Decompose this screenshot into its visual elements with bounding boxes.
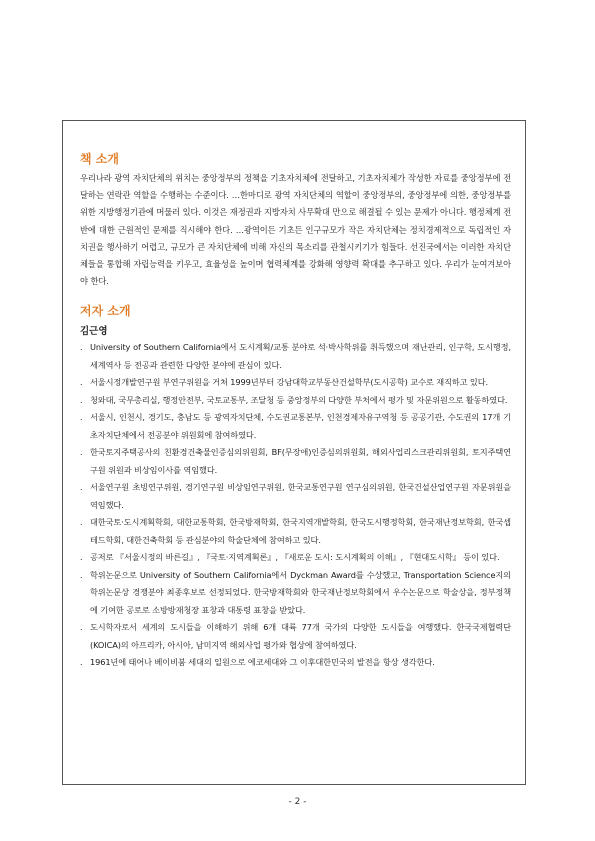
bio-bullet: . — [80, 569, 83, 580]
bio-item — [80, 567, 511, 620]
bio-item — [80, 549, 511, 567]
page-number: - 2 - — [288, 797, 307, 807]
bio-item — [80, 479, 511, 514]
bio-text: 서울시정개발연구원 부연구위원을 거쳐 1999년부터 강남대학교부동산건설학부(도시공학) 교수로 재직하고 있다. — [90, 377, 489, 388]
book-intro-heading: 책 소개 — [80, 152, 119, 166]
bio-text: 1961년에 태어나 베이비붐 세대의 일원으로 에코세대와 그 이후대한민국의 발전을 항상 생각한다. — [90, 657, 435, 668]
author-intro-heading: 저자 소개 — [80, 304, 131, 319]
author-name: 김근영 — [80, 326, 108, 338]
bio-item — [80, 654, 511, 672]
bio-text: 도시학자로서 세계의 도시들을 이해하기 위해 6개 대륙 77개 국가의 다양한 도시들을 여행했다. 한국국제협력단(KOICA)의 아프리카, 아시아, 남미지역 해외사업 평가와 협상에 참여하였다. — [90, 622, 511, 650]
bio-text: 한국토지주택공사의 친환경건축물인증심의위원회, BF(무장애)인증심의위원회, 해외사업리스크관리위원회, 토지주택연구원 위원과 비상임이사를 역임했다. — [90, 447, 511, 475]
bio-bullet: . — [80, 622, 83, 633]
bio-item — [80, 409, 511, 444]
bio-text: 대한국토·도시계획학회, 대한교통학회, 한국방재학회, 한국지역개발학회, 한국도시행정학회, 한국재난정보학회, 한국셉테드학회, 대한건축학회 등 관심분야의 학술단체에 참여하고 있다. — [90, 517, 511, 545]
bio-text: 서울시, 인천시, 경기도, 충남도 등 광역자치단체, 수도권교통본부, 인천경제자유구역청 등 공공기관, 수도권의 17개 기초자치단체에서 전공분야 위원회에 참여하였다. — [90, 412, 511, 440]
bio-item — [80, 374, 511, 392]
bio-bullet: . — [80, 552, 83, 563]
bio-item — [80, 392, 511, 410]
bio-text: 공저로 『서울시정의 바른길』, 『국토·지역계획론』, 『새로운 도시: 도시계획의 이해』, 『현대도시학』 등이 있다. — [90, 552, 500, 563]
bio-bullet: . — [80, 377, 83, 388]
bio-item — [80, 444, 511, 479]
bio-bullet: . — [80, 657, 83, 668]
author-bio-list — [80, 339, 511, 672]
bio-bullet: . — [80, 412, 83, 423]
bio-item — [80, 339, 511, 374]
content-body — [80, 150, 511, 672]
bio-bullet: . — [80, 342, 83, 353]
bio-item — [80, 514, 511, 549]
bio-text: 서울연구원 초빙연구위원, 경기연구원 비상임연구위원, 한국교통연구원 연구심의위원, 한국건설산업연구원 자문위원을 역임했다. — [90, 482, 511, 510]
bio-text: 학위논문으로 University of Southern California에서 Dyckman Award를 수상했고, Transportation Science지의 학위논문상 경쟁분야 최종후보로 선정되었다. 한국방재학회와 한국재난정보학회에서 우수논문으로 학술상을, 정부정책에 기여한 공로로 소방방재청장 표창과 대통령 표창을 받았다. — [90, 569, 511, 615]
bio-bullet: . — [80, 482, 83, 493]
bio-bullet: . — [80, 517, 83, 528]
bio-item — [80, 619, 511, 654]
bio-bullet: . — [80, 394, 83, 405]
bio-text: University of Southern California에서 도시계획/교통 분야로 석·박사학위를 취득했으며 재난관리, 인구학, 도시행정, 세계역사 등 전공과 관련한 다양한 분야에 관심이 있다. — [90, 342, 511, 370]
bio-bullet: . — [80, 447, 83, 458]
content-frame — [62, 120, 526, 785]
book-intro-text: 우리나라 광역 자치단체의 위치는 중앙정부의 정책을 기초자치체에 전달하고, 기초자치체가 작성한 자료를 중앙정부에 전달하는 연락관 역할을 수행하는 수준이다. …한마디로 광역 자치단체의 역할이 중앙정부의, 중앙정부에 의한, 중앙정부를 위한 지방행정기관에 머물러 있다. 이것은 재정권과 지방자치 사무확대 만으로 해결될 수 있는 문제가 아니다. 행정체계 전반에 대한 근원적인 문제를 직시해야 한다. …광역이든 기초든 인구규모가 작은 자치단체는 정치경제적으로 독립적인 자치권을 행사하기 어렵고, 규모가 큰 자치단체에 비해 자신의 목소리를 관철시키기가 힘들다. 선진국에서는 이러한 자치단체들을 통합해 자립능력을 키우고, 효율성을 높이며 협력체계를 강화해 영향력 확대를 추구하고 있다. 우리가 눈여겨보아야 한다. — [80, 173, 511, 287]
bio-text: 청와대, 국무총리실, 행정안전부, 국토교통부, 조달청 등 중앙정부의 다양한 부처에서 평가 및 자문위원으로 활동하였다. — [90, 394, 508, 405]
